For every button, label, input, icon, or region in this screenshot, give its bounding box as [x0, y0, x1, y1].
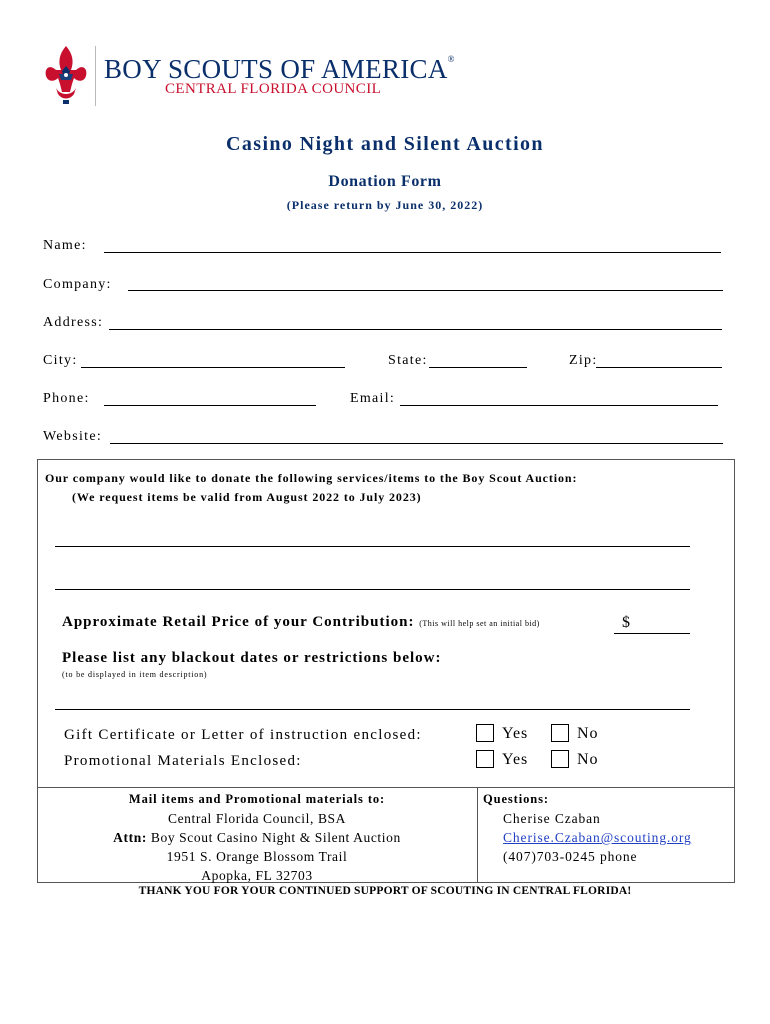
- retail-price-hint: (This will help set an initial bid): [419, 619, 540, 628]
- mailing-address: [37, 790, 477, 885]
- address-field[interactable]: [109, 329, 722, 330]
- registered-mark: ®: [447, 54, 455, 64]
- thank-you-note: THANK YOU FOR YOUR CONTINUED SUPPORT OF SCOUTING IN CENTRAL FLORIDA!: [138, 885, 632, 897]
- bsa-fleur-de-lis-logo-icon: [42, 44, 90, 106]
- council-name: CENTRAL FLORIDA COUNCIL: [165, 81, 382, 97]
- gift-cert-yes-checkbox[interactable]: [476, 724, 494, 742]
- mailing-street: 1951 S. Orange Blossom Trail: [166, 849, 348, 864]
- event-title: Casino Night and Silent Auction: [226, 133, 544, 155]
- zip-label: Zip:: [569, 353, 598, 368]
- return-by-note: (Please return by June 30, 2022): [286, 198, 484, 212]
- phone-field[interactable]: [104, 405, 316, 406]
- website-label: Website:: [43, 429, 103, 444]
- gift-cert-no-checkbox[interactable]: [551, 724, 569, 742]
- website-field[interactable]: [110, 443, 723, 444]
- mailing-attn: Attn: Boy Scout Casino Night & Silent Auction: [113, 830, 401, 845]
- promo-yes-label: Yes: [502, 751, 529, 768]
- questions-contact: [483, 790, 692, 866]
- email-label: Email:: [350, 391, 396, 406]
- company-field[interactable]: [128, 290, 723, 291]
- contact-phone: (407)703-0245 phone: [503, 849, 638, 864]
- address-label: Address:: [43, 315, 104, 330]
- currency-symbol: $: [622, 614, 630, 631]
- phone-label: Phone:: [43, 391, 90, 406]
- retail-price-label: Approximate Retail Price of your Contribution: (This will help set an initial bid): [62, 614, 540, 630]
- questions-heading: Questions:: [483, 792, 549, 806]
- logo-divider: [95, 46, 96, 106]
- email-field[interactable]: [400, 405, 718, 406]
- form-title: Donation Form: [328, 173, 442, 190]
- donation-validity: (We request items be valid from August 2022 to July 2023): [72, 490, 422, 504]
- contact-divider: [477, 787, 478, 883]
- name-field[interactable]: [104, 252, 721, 253]
- name-label: Name:: [43, 238, 87, 253]
- contact-email-link[interactable]: Cherise.Czaban@scouting.org: [503, 830, 692, 845]
- contact-name: Cherise Czaban: [503, 811, 601, 826]
- gift-cert-no-label: No: [577, 725, 599, 742]
- retail-price-field[interactable]: [614, 633, 690, 634]
- mailing-heading: Mail items and Promotional materials to:: [128, 792, 386, 806]
- state-label: State:: [388, 353, 428, 368]
- gift-cert-yes-label: Yes: [502, 725, 529, 742]
- donation-lead: Our company would like to donate the following services/items to the Boy Scout Auction:: [45, 471, 578, 485]
- donation-line-2[interactable]: [55, 589, 690, 590]
- state-field[interactable]: [429, 367, 527, 368]
- zip-field[interactable]: [596, 367, 722, 368]
- blackout-hint: (to be displayed in item description): [62, 670, 208, 679]
- org-name: BOY SCOUTS OF AMERICA®: [104, 54, 455, 84]
- promo-no-checkbox[interactable]: [551, 750, 569, 768]
- city-label: City:: [43, 353, 78, 368]
- donation-line-1[interactable]: [55, 546, 690, 547]
- promo-yes-checkbox[interactable]: [476, 750, 494, 768]
- city-field[interactable]: [81, 367, 345, 368]
- gift-certificate-question: Gift Certificate or Letter of instruction enclosed:: [64, 727, 422, 743]
- promo-materials-question: Promotional Materials Enclosed:: [64, 753, 302, 769]
- mailing-city: Apopka, FL 32703: [201, 868, 313, 883]
- blackout-label: Please list any blackout dates or restrictions below:: [62, 650, 442, 666]
- mailing-org: Central Florida Council, BSA: [167, 811, 347, 826]
- company-label: Company:: [43, 277, 112, 292]
- blackout-field[interactable]: [55, 709, 690, 710]
- promo-no-label: No: [577, 751, 599, 768]
